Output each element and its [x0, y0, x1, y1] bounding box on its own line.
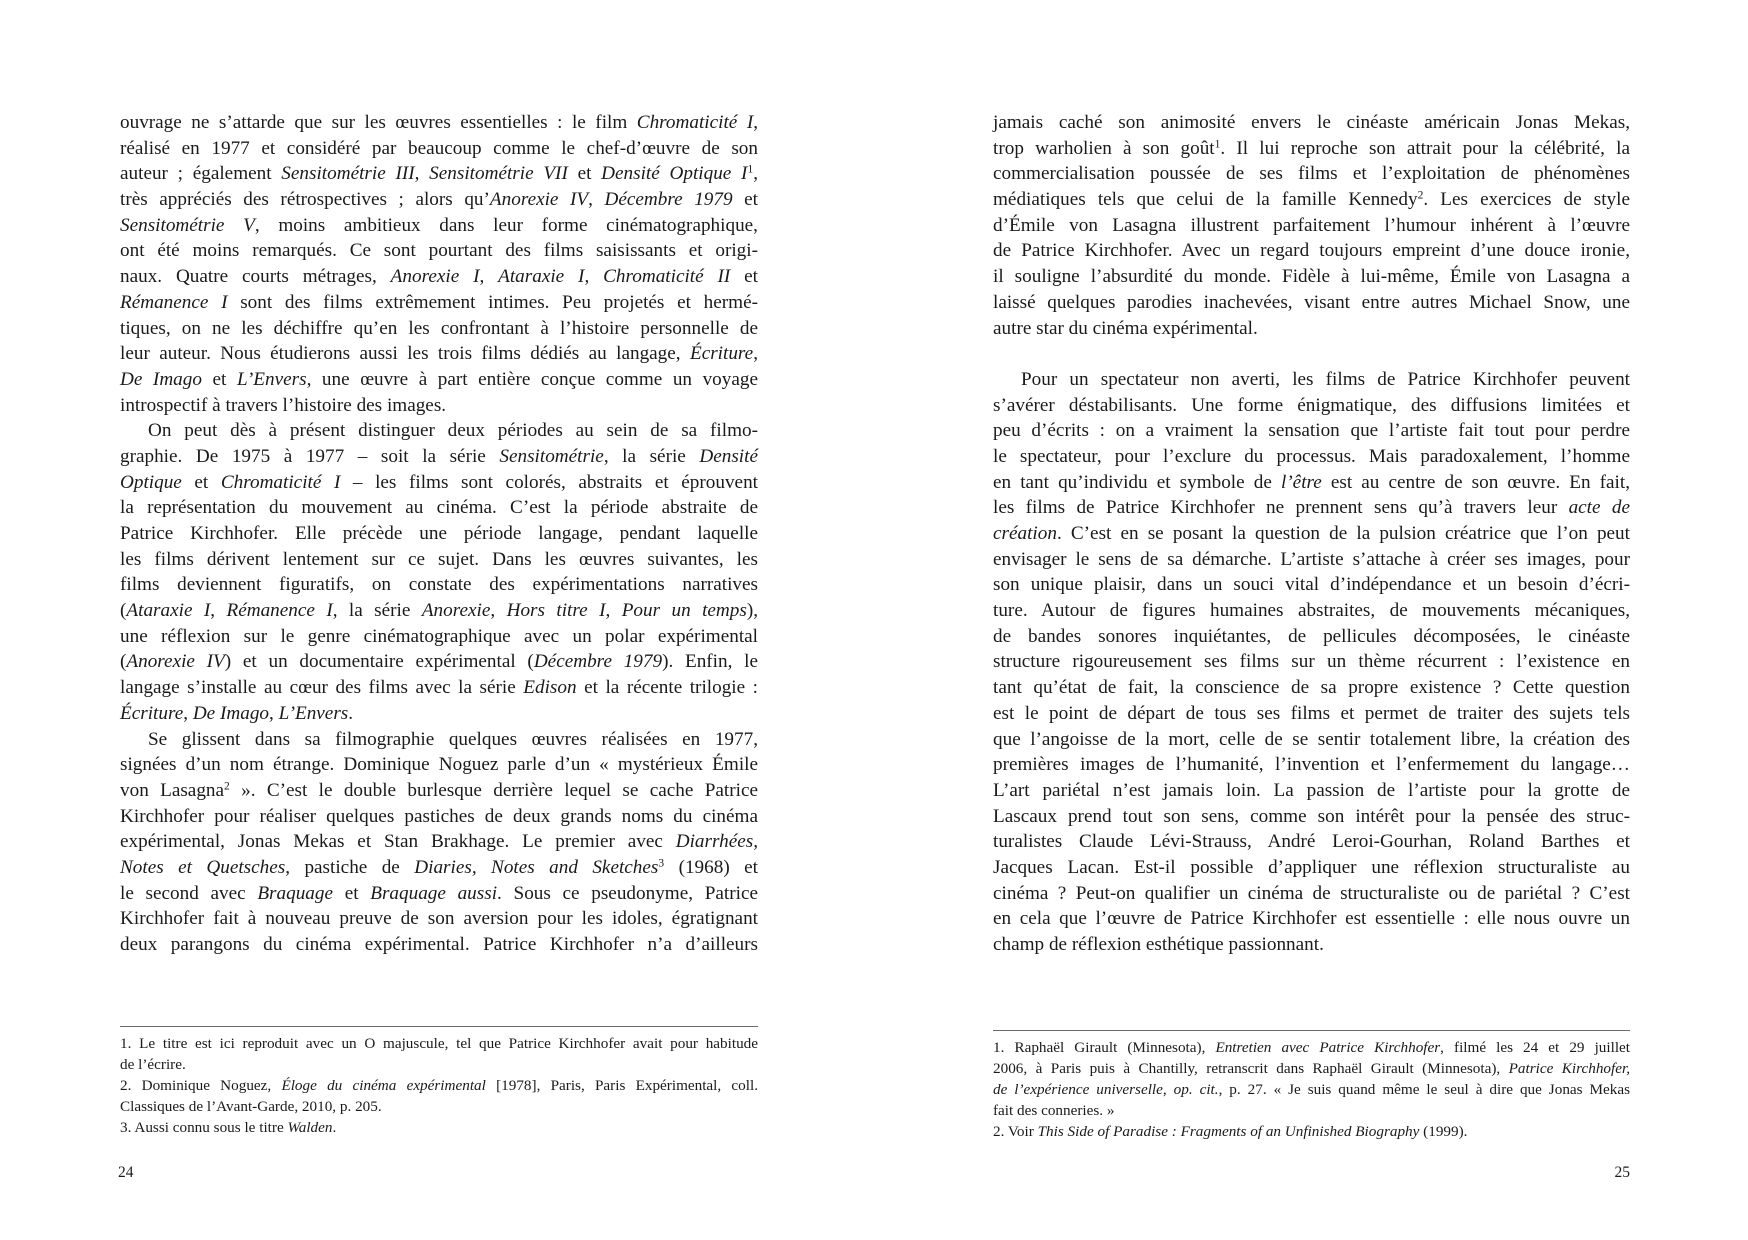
italic-title: Densité Optique I [601, 163, 748, 185]
text-run: , [210, 600, 227, 622]
footnote-line [120, 1033, 758, 1054]
text-run: est le point de départ de tous ses films et permet de traiter des sujets tels [993, 702, 1630, 724]
text-line [993, 855, 1630, 881]
text-line [120, 187, 758, 213]
text-line [120, 110, 758, 136]
text-line [993, 444, 1630, 470]
italic-title: Éloge du cinéma expérimental [281, 1077, 486, 1094]
text-run: une réflexion sur le genre cinématographique avec un polar expérimental [120, 625, 758, 647]
text-run: peu d’écrits : on a vraiment la sensation que l’artiste fait tout pour perdre [993, 420, 1630, 442]
text-line [993, 213, 1630, 239]
text-line [993, 316, 1630, 342]
text-run: en tant qu’individu et symbole de [993, 471, 1281, 493]
text-run: , [183, 702, 193, 724]
italic-title: Densité [699, 445, 758, 467]
text-run: , filmé les 24 et 29 juillet [1440, 1039, 1630, 1056]
italic-title: Braquage [257, 882, 334, 904]
right-footnote-rule [993, 1030, 1630, 1031]
text-run: fait des conneries. » [993, 1102, 1115, 1119]
text-run: introspectif à travers l’histoire des images. [120, 394, 447, 416]
text-run: ( [120, 651, 127, 673]
italic-title: Pour un temps [621, 600, 747, 622]
italic-title: Hors titre I [506, 600, 606, 622]
italic-title: Décembre 1979 [533, 651, 663, 673]
text-run: naux. Quatre courts métrages, [120, 266, 391, 288]
text-line [120, 444, 758, 470]
italic-title: Entretien avec Patrice Kirchhofer [1215, 1039, 1441, 1056]
italic-title: Ataraxie I [126, 600, 211, 622]
text-line [120, 367, 758, 393]
italic-title: Écriture [120, 702, 184, 724]
text-run: , [753, 163, 758, 185]
text-run: , [584, 266, 604, 288]
left-page-footnotes [120, 1033, 758, 1138]
text-run: médiatiques tels que celui de la famille Kennedy [993, 189, 1418, 211]
text-line [993, 701, 1630, 727]
text-run: en cela que l’œuvre de Patrice Kirchhofer est essentielle : elle nous ouvre un [993, 908, 1630, 930]
text-line [120, 264, 758, 290]
text-run: il souligne l’absurdité du monde. Fidèle à lui-même, Émile von Lasagna a [993, 266, 1630, 288]
italic-title: de l’expérience universelle [993, 1081, 1163, 1098]
italic-title: acte de [1568, 497, 1630, 519]
text-line [993, 161, 1630, 187]
text-line [120, 341, 758, 367]
text-run: , [753, 343, 758, 365]
text-line [993, 804, 1630, 830]
text-line [120, 136, 758, 162]
text-run: trop warholien à son goût [993, 137, 1215, 159]
text-run: , la série [603, 445, 700, 467]
footnote-marker: 1 [1214, 138, 1221, 151]
footnote-line [993, 1100, 1630, 1121]
text-line [993, 932, 1630, 958]
text-run: Se glissent dans sa filmographie quelques œuvres réalisées en 1977, [148, 728, 758, 750]
text-line [120, 727, 758, 753]
text-run: , la série [332, 600, 422, 622]
italic-title: Sensitométrie [499, 445, 604, 467]
italic-title: Ataraxie I [498, 266, 585, 288]
text-run: , [605, 600, 622, 622]
text-run: et [732, 189, 759, 211]
footnote-line [120, 1054, 758, 1075]
text-run: von Lasagna [120, 779, 225, 801]
italic-title: Notes et Quetsches [120, 856, 286, 878]
italic-title: Patrice Kirchhofer, [1508, 1060, 1630, 1077]
text-line [993, 393, 1630, 419]
text-run: 3. Aussi connu sous le titre [120, 1119, 288, 1136]
text-run: – les films sont colorés, abstraits et éprouvent [340, 471, 758, 493]
text-line [993, 675, 1630, 701]
italic-title: l’être [1280, 471, 1322, 493]
footnote-marker: 2 [224, 780, 230, 793]
text-run: et [181, 471, 221, 493]
text-run: d’Émile von Lasagna illustrent parfaitement l’humour inhérent à l’œuvre [993, 214, 1630, 236]
text-run: que l’angoisse de la mort, celle de se sentir totalement libre, la création des [993, 728, 1630, 750]
text-line [993, 598, 1630, 624]
text-line [993, 547, 1630, 573]
footnote-marker: 3 [658, 857, 665, 870]
text-run: de Patrice Kirchhofer. Avec un regard toujours empreint d’une douce ironie, [993, 240, 1630, 262]
text-line [993, 829, 1630, 855]
text-run: turalistes Claude Lévi-Strauss, André Leroi-Gourhan, Roland Barthes et [993, 831, 1630, 853]
text-line [993, 290, 1630, 316]
text-run: et [201, 368, 237, 390]
text-line [993, 906, 1630, 932]
text-run: premières images de l’humanité, l’invention et l’enfermement du langage… [993, 754, 1630, 776]
text-run: Kirchhofer fait à nouveau preuve de son aversion pour les idoles, égratignant [120, 908, 758, 930]
italic-title: Chromaticité II [603, 266, 731, 288]
italic-title: Walden [287, 1119, 333, 1136]
left-footnote-rule [120, 1026, 758, 1027]
text-run: très appréciés des rétrospectives ; alors qu’ [120, 189, 490, 211]
text-line [993, 521, 1630, 547]
text-line [120, 495, 758, 521]
text-line [120, 778, 758, 804]
text-run: de bandes sonores inquiétantes, de pellicules décomposées, le cinéaste [993, 625, 1630, 647]
text-line [993, 624, 1630, 650]
text-run: le spectateur, pour l’exclure du processus. Mais paradoxalement, l’homme [993, 445, 1630, 467]
text-line [993, 136, 1630, 162]
text-line [120, 701, 758, 727]
text-run: , [588, 189, 605, 211]
text-run: , [490, 600, 507, 622]
text-line [120, 290, 758, 316]
text-run: cinéma ? Peut-on qualifier un cinéma de structuraliste ou de pariétal ? C’est [993, 882, 1630, 904]
text-run: . [332, 1119, 337, 1136]
text-run: son unique plaisir, dans un souci vital d’indépendance et un besoin d’écri- [993, 574, 1630, 596]
text-run: et [730, 266, 759, 288]
italic-title: Écriture [689, 343, 754, 365]
italic-title: Anorexie I [390, 266, 480, 288]
text-run: deux parangons du cinéma expérimental. Patrice Kirchhofer n’a d’ailleurs [120, 934, 758, 955]
italic-title: Sensitométrie VII [429, 163, 568, 185]
text-run: , p. 27. « Je suis quand même le seul à dire que Jonas Mekas [1218, 1081, 1630, 1098]
text-run: ». C’est le double burlesque derrière lequel se cache Patrice [229, 779, 758, 801]
text-run: réalisé en 1977 et considéré par beaucoup comme le chef-d’œuvre de son [120, 137, 758, 159]
text-run: langage s’installe au cœur des films avec la série [120, 677, 524, 699]
italic-title: Sensitométrie V [120, 214, 255, 236]
text-run: Jacques Lacan. Est-il possible d’appliquer une réflexion structuraliste au [993, 856, 1630, 878]
italic-title: Edison [523, 677, 577, 699]
text-run: la représentation du mouvement au cinéma. C’est la période abstraite de [120, 497, 758, 519]
text-run: L’art pariétal n’est jamais loin. La passion de l’artiste pour la grotte de [993, 779, 1630, 801]
text-line [120, 470, 758, 496]
text-line [993, 572, 1630, 598]
text-run: laissé quelques parodies inachevées, visant entre autres Michael Snow, une [993, 291, 1630, 313]
text-run: , [414, 163, 430, 185]
italic-title: Décembre 1979 [604, 189, 733, 211]
footnote-line [120, 1117, 758, 1138]
text-run: Patrice Kirchhofer. Elle précède une période langage, pendant laquelle [120, 523, 758, 544]
text-run: graphie. De 1975 à 1977 – soit la série [120, 445, 500, 467]
text-line [120, 418, 758, 444]
text-run: ( [120, 600, 127, 622]
italic-title: De Imago [192, 702, 270, 724]
text-run: envisager le sens de sa démarche. L’artiste s’attache à créer ses images, pour [993, 548, 1630, 570]
footnote-line [120, 1096, 758, 1117]
text-run: le second avec [120, 882, 258, 904]
text-run: les films de Patrice Kirchhofer ne prennent sens qu’à travers leur [993, 497, 1569, 519]
text-line [120, 804, 758, 830]
text-run: ) et un documentaire expérimental ( [224, 651, 534, 673]
text-run: ). Enfin, le [662, 651, 758, 673]
text-run: ont été moins remarqués. Ce sont pourtant des films saisissants et origi- [120, 240, 758, 262]
text-run: . C’est en se posant la question de la pulsion créatrice que l’on peut [1056, 523, 1630, 544]
text-run: s’avérer déstabilisants. Une forme énigmatique, des diffusions limitées et [993, 394, 1630, 416]
text-line [120, 547, 758, 573]
text-line [120, 829, 758, 855]
text-run: tant qu’état de fait, la conscience de sa propre existence ? Cette question [993, 677, 1630, 699]
text-run: (1999). [1419, 1123, 1468, 1140]
text-run: les films dérivent lentement sur ce sujet. Dans les œuvres suivantes, les [120, 548, 758, 570]
text-run: tiques, on ne les déchiffre qu’en les confrontant à l’histoire personnelle de [120, 317, 758, 339]
text-line [120, 649, 758, 675]
text-line [120, 752, 758, 778]
text-run: structure rigoureusement ses films sur un thème récurrent : l’existence en [993, 651, 1630, 673]
text-line [120, 598, 758, 624]
text-run: On peut dès à présent distinguer deux périodes au sein de sa filmo- [148, 420, 758, 442]
text-run: , [1162, 1081, 1174, 1098]
text-line [120, 393, 758, 419]
text-run: . [348, 702, 354, 724]
text-line [993, 367, 1630, 393]
text-line [120, 624, 758, 650]
text-run: , pastiche de [285, 856, 415, 878]
text-run: est au centre de son œuvre. En fait, [1321, 471, 1630, 493]
italic-title: Chromaticité I [220, 471, 341, 493]
text-run: leur auteur. Nous étudierons aussi les trois films dédiés au langage, [120, 343, 690, 365]
italic-title: Optique [120, 471, 182, 493]
italic-title: Braquage aussi [370, 882, 498, 904]
footnote-line [993, 1121, 1630, 1142]
text-run: . Sous ce pseudonyme, Patrice [497, 882, 758, 904]
italic-title: Rémanence I [226, 600, 333, 622]
italic-title: Diaries, Notes and Sketches [414, 856, 659, 878]
text-run: . Il lui reproche son attrait pour la célébrité, la [1220, 137, 1630, 159]
text-run: commercialisation poussée de ses films et l’exploitation de phénomènes [993, 163, 1630, 185]
italic-title: Anorexie IV [489, 189, 589, 211]
text-line [993, 264, 1630, 290]
text-line [993, 341, 1630, 367]
text-line [993, 418, 1630, 444]
text-run: Kirchhofer pour réaliser quelques pastiches de deux grands noms du cinéma [120, 805, 758, 827]
text-run: jamais caché son animosité envers le cinéaste américain Jonas Mekas, [993, 112, 1630, 133]
text-line [120, 675, 758, 701]
text-line [120, 161, 758, 187]
text-run: [1978], Paris, Paris Expérimental, coll. [485, 1077, 758, 1094]
italic-title: L’Envers [278, 702, 349, 724]
italic-title: Anorexie [421, 600, 491, 622]
text-line [120, 238, 758, 264]
text-line [993, 238, 1630, 264]
footnote-line [993, 1058, 1630, 1079]
text-line [993, 649, 1630, 675]
text-line [993, 752, 1630, 778]
text-run: Classiques de l’Avant-Garde, 2010, p. 205. [120, 1098, 382, 1115]
text-run: 1. Raphaël Girault (Minnesota), [993, 1039, 1216, 1056]
italic-title: This Side of Paradise : Fragments of an Unfinished Biography [1037, 1123, 1420, 1140]
text-run: expérimental, Jonas Mekas et Stan Brakhage. Le premier avec [120, 831, 676, 853]
text-run: autre star du cinéma expérimental. [993, 317, 1258, 339]
text-line [993, 727, 1630, 753]
text-run: ouvrage ne s’attarde que sur les œuvres essentielles : le film [120, 112, 637, 133]
italic-title: création [993, 523, 1057, 544]
text-run: ture. Autour de figures humaines abstraites, de mouvements mécaniques, [993, 600, 1630, 622]
text-run: 2. Voir [993, 1123, 1038, 1140]
text-run: sont des films extrêmement intimes. Peu projetés et hermé- [227, 291, 758, 313]
italic-title: Diarrhées, [675, 831, 758, 853]
italic-title: L’Envers [236, 368, 307, 390]
italic-title: Chromaticité I [636, 112, 754, 133]
text-run: , [269, 702, 279, 724]
text-line [120, 213, 758, 239]
italic-title: op. cit. [1173, 1081, 1219, 1098]
text-line [993, 187, 1630, 213]
text-run: et la récente trilogie : [576, 677, 758, 699]
text-run: Lascaux prend tout son sens, comme son intérêt pour la pensée des struc- [993, 805, 1630, 827]
page-number-left: 24 [118, 1164, 134, 1181]
text-line [993, 778, 1630, 804]
text-run: de l’écrire. [120, 1056, 186, 1073]
text-line [993, 110, 1630, 136]
text-run: signées d’un nom étrange. Dominique Noguez parle d’un « mystérieux Émile [120, 754, 758, 776]
text-run: , [753, 112, 759, 133]
right-page-body-text [993, 110, 1630, 958]
text-line [120, 881, 758, 907]
text-line [120, 316, 758, 342]
page-number-right: 25 [1614, 1164, 1630, 1181]
text-line [993, 495, 1630, 521]
text-line [993, 470, 1630, 496]
text-run: et [567, 163, 602, 185]
text-run: films deviennent figuratifs, on constate des expérimentations narratives [120, 574, 758, 596]
footnote-line [120, 1075, 758, 1096]
footnote-line [993, 1037, 1630, 1058]
text-run: (1968) et [664, 856, 758, 878]
italic-title: Anorexie IV [126, 651, 225, 673]
text-line [120, 521, 758, 547]
text-run: champ de réflexion esthétique passionnant. [993, 934, 1324, 955]
text-line [120, 572, 758, 598]
text-line [120, 906, 758, 932]
text-run: Pour un spectateur non averti, les films de Patrice Kirchhofer peuvent [1021, 368, 1630, 390]
text-run: , une œuvre à part entière conçue comme un voyage [306, 368, 758, 390]
text-line [120, 855, 758, 881]
text-run: 1. Le titre est ici reproduit avec un O majuscule, tel que Patrice Kirchhofer avait pour habitude [120, 1035, 758, 1052]
text-line [120, 932, 758, 958]
text-run: auteur ; également [120, 163, 282, 185]
italic-title: Sensitométrie III [281, 163, 415, 185]
right-page [874, 0, 1748, 1240]
right-page-footnotes [993, 1037, 1630, 1142]
text-run: , moins ambitieux dans leur forme cinématographique, [254, 214, 758, 236]
footnote-marker: 2 [1417, 189, 1424, 202]
text-run: 2. Dominique Noguez, [120, 1077, 282, 1094]
italic-title: Rémanence I [120, 291, 228, 313]
text-run: . Les exercices de style [1423, 189, 1630, 211]
text-run: 2006, à Paris puis à Chantilly, retranscrit dans Raphaël Girault (Minnesota), [993, 1060, 1509, 1077]
italic-title: De Imago [120, 368, 202, 390]
left-page-body-text [120, 110, 758, 958]
text-run: et [333, 882, 371, 904]
text-run: ), [746, 600, 759, 622]
footnote-line [993, 1079, 1630, 1100]
footnote-marker: 1 [747, 164, 754, 177]
text-line [993, 881, 1630, 907]
text-run: , [479, 266, 499, 288]
